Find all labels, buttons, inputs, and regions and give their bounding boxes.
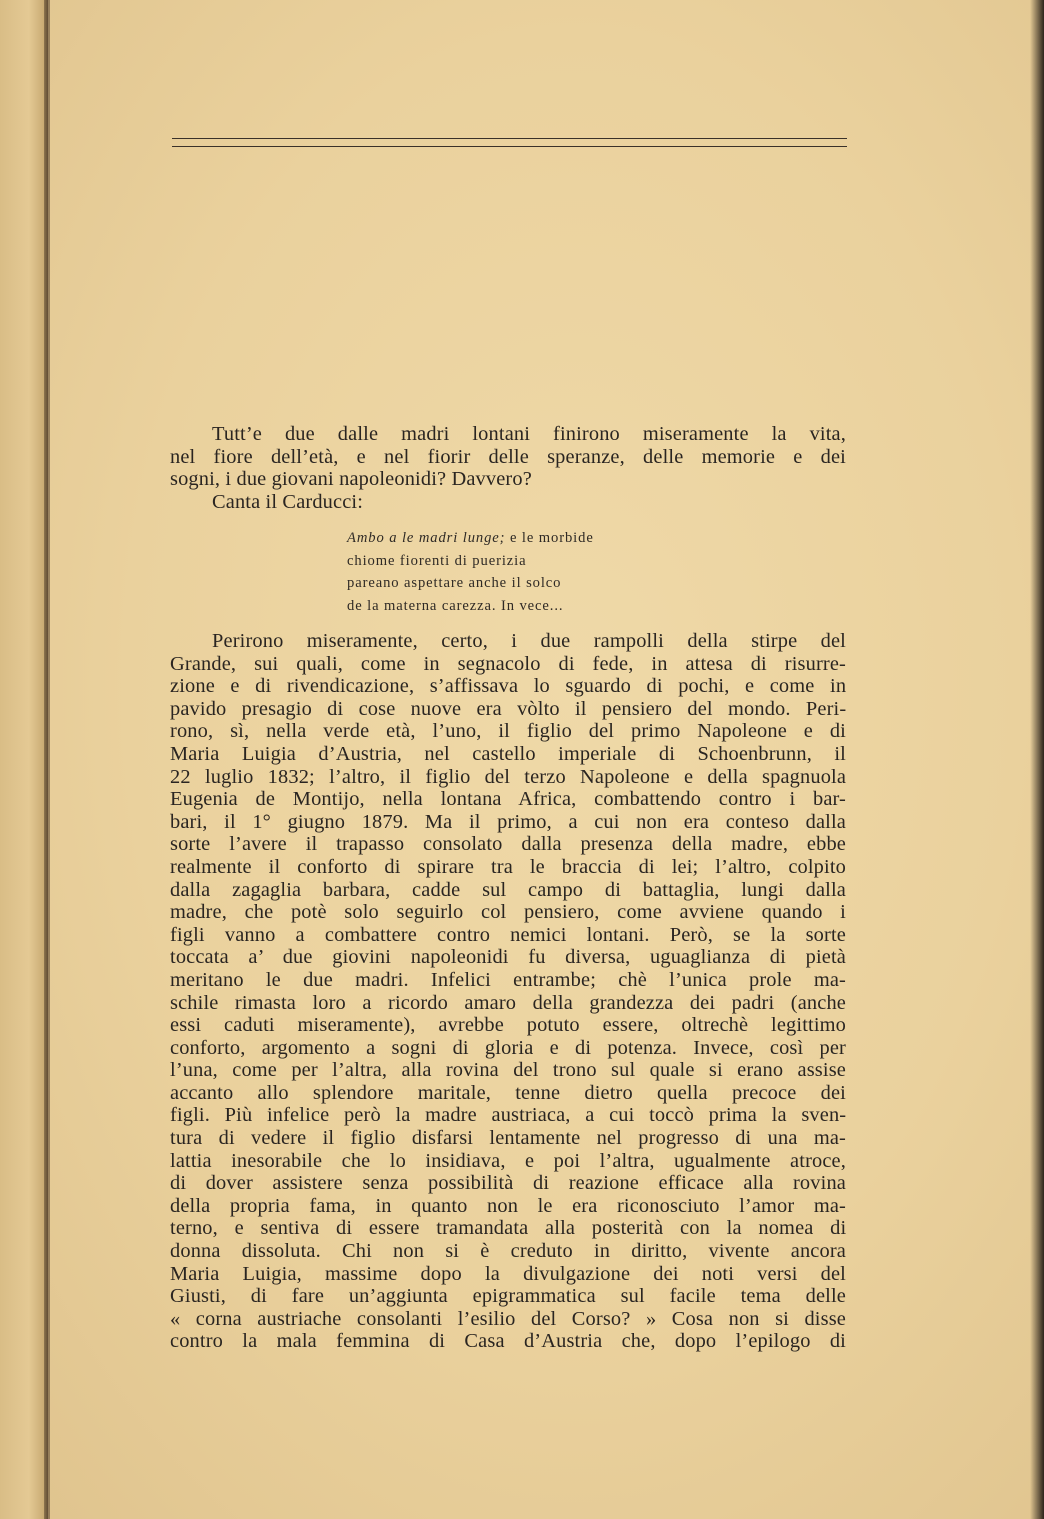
text-line: « corna austriache consolanti l’esilio del Corso? » Cosa non si disse	[170, 1307, 846, 1330]
text-line: toccata a’ due giovini napoleonidi fu diversa, uguaglianza di pietà	[170, 946, 846, 969]
verse-line: chiome fiorenti di puerizia	[347, 552, 527, 569]
text-line: Tutt’e due dalle madri lontani finirono miseramente la vita,	[212, 423, 846, 445]
verse-line: pareano aspettare anche il solco	[347, 575, 562, 591]
text-line: essi caduti miseramente), avrebbe potuto essere, oltrechè legittimo	[170, 1014, 846, 1037]
text-line: dalla zagaglia barbara, cadde sul campo di battaglia, lungi dalla	[170, 878, 846, 901]
opening-paragraph	[170, 423, 846, 513]
text-line: 22 luglio 1832; l’altro, il figlio del terzo Napoleone e della spagnuola	[170, 765, 847, 788]
text-line: rono, sì, nella verde età, l’uno, il figlio del primo Napoleone e di	[170, 720, 846, 743]
text-line: accanto allo splendore maritale, tenne dietro quella precoce dei	[170, 1081, 846, 1104]
text-line: lattia inesorabile che lo insidiava, e poi l’altra, ugualmente atroce,	[170, 1149, 846, 1172]
text-line: tura di vedere il figlio disfarsi lentamente nel progresso di una ma-	[170, 1127, 846, 1150]
text-line: bari, il 1° giugno 1879. Ma il primo, a cui non era conteso dalla	[170, 810, 846, 833]
gutter-shadow	[44, 0, 50, 1519]
text-line: sogni, i due giovani napoleonidi? Davvero?	[170, 468, 532, 491]
text-line: Grande, sui quali, come in segnacolo di fede, in attesa di risurre-	[170, 652, 846, 675]
text-line: madre, che potè solo seguirlo col pensiero, come avviene quando i	[170, 901, 846, 924]
text-line: schile rimasta loro a ricordo amaro della grandezza dei padri (anche	[170, 991, 846, 1014]
header-rule-top	[172, 138, 847, 139]
verse-line: de la materna carezza. In vece...	[347, 597, 564, 614]
text-line: di dover assistere senza possibilità di reazione efficace alla rovina	[170, 1172, 846, 1195]
text-line: donna dissoluta. Chi non si è creduto in diritto, vivente ancora	[170, 1240, 846, 1263]
text-line: figli. Più infelice però la madre austriaca, a cui toccò prima la sven-	[170, 1104, 847, 1127]
text-line: figli vanno a combattere contro nemici lontani. Però, se la sorte	[170, 923, 846, 946]
text-line: Perirono miseramente, certo, i due rampolli della stirpe del	[212, 630, 846, 652]
text-line: Maria Luigia d’Austria, nel castello imperiale di Schoenbrunn, il	[170, 742, 846, 765]
text-line: contro la mala femmina di Casa d’Austria che, dopo l’epilogo di	[170, 1330, 846, 1353]
verse-roman-part: e le morbide	[505, 530, 594, 546]
text-line: Giusti, di fare un’aggiunta epigrammatica sul facile tema delle	[170, 1285, 846, 1308]
text-line: l’una, come per l’altra, alla rovina del trono sul quale si erano assise	[170, 1059, 846, 1082]
text-line: della propria fama, in quanto non le era riconosciuto l’amor ma-	[170, 1194, 846, 1217]
text-line: conforto, argomento a sogni di gloria e di potenza. Invece, così per	[170, 1036, 846, 1059]
page-binding	[0, 0, 48, 1519]
text-line: sorte l’avere il trapasso consolato dalla presenza della madre, ebbe	[170, 833, 846, 856]
verse-italic-part: Ambo a le madri lunge;	[347, 530, 506, 546]
header-rule-bottom	[172, 146, 847, 147]
text-line: realmente il conforto di spirare tra le braccia di lei; l’altro, colpito	[170, 855, 846, 878]
text-line: nel fiore dell’età, e nel fiorir delle speranze, delle memorie e dei	[170, 445, 846, 468]
verse-line	[347, 527, 677, 550]
carducci-verse	[347, 527, 677, 617]
text-line: terno, e sentiva di essere tramandata alla posterità con la nomea di	[170, 1217, 847, 1240]
text-line: Maria Luigia, massime dopo la divulgazione dei noti versi del	[170, 1262, 846, 1285]
text-line: pavido presagio di cose nuove era vòlto il pensiero del mondo. Peri-	[170, 697, 847, 720]
page-edge-shadow	[1030, 0, 1044, 1519]
verse-introduction: Canta il Carducci:	[212, 490, 364, 513]
main-paragraph	[170, 630, 846, 1353]
text-line: zione e di rivendicazione, s’affissava lo sguardo di pochi, e come in	[170, 675, 847, 698]
text-line: Eugenia de Montijo, nella lontana Africa, combattendo contro i bar-	[170, 788, 846, 811]
text-line: meritano le due madri. Infelici entrambe; chè l’unica prole ma-	[170, 968, 846, 991]
